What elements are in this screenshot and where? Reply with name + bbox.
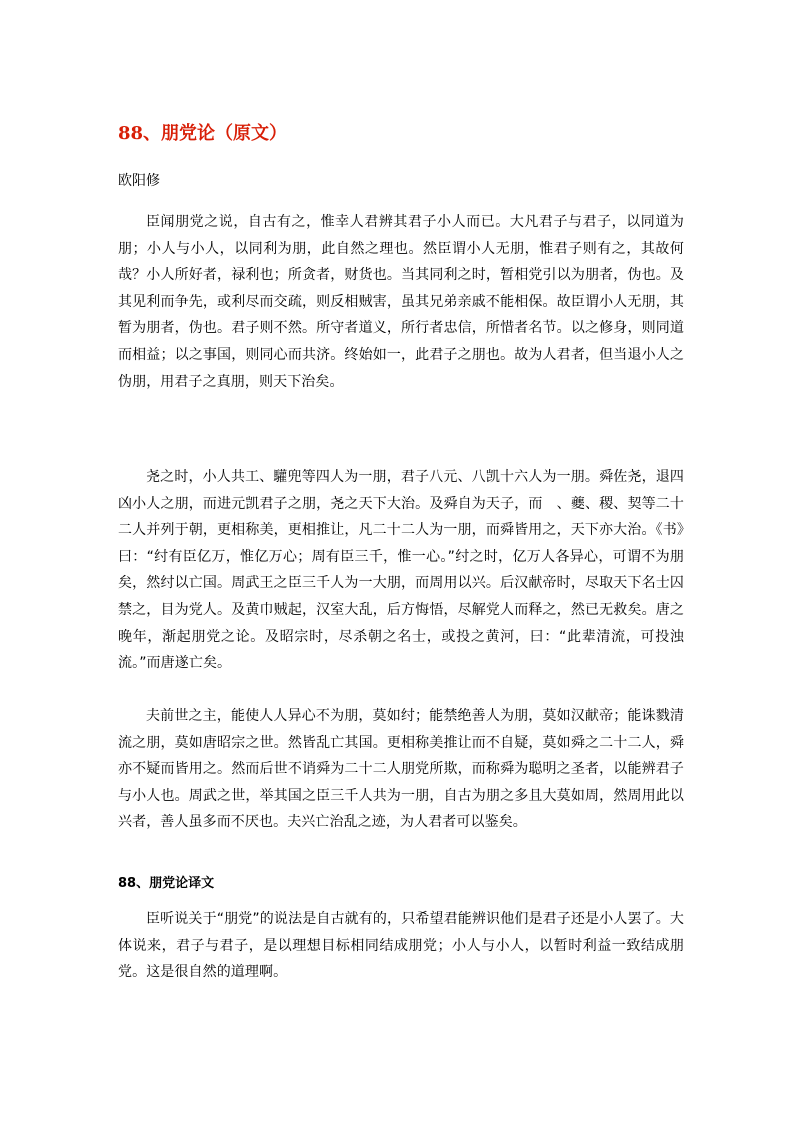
translation-paragraph-1: 臣听说关于“朋党”的说法是自古就有的，只希望君能辨识他们是君子还是小人罢了。大体说来，君子与君子，是以理想目标相同结成朋党；小人与小人，以暂时利益一致结成朋党。这是很自然的道理啊。 [118, 911, 684, 981]
author-name: 欧阳修 [118, 173, 160, 189]
original-paragraph-1: 臣闻朋党之说，自古有之，惟幸人君辨其君子小人而已。大凡君子与君子，以同道为朋；小人与小人，以同利为朋，此自然之理也。然臣谓小人无朋，惟君子则有之，其故何哉？小人所好者，禄利也；所贪者，财货也。当其同利之时，暂相党引以为朋者，伪也。及其见利而争先，或利尽而交疏，则反相贼害，虽其兄弟亲戚不能相保。故臣谓小人无朋，其暂为朋者，伪也。君子则不然。所守者道义，所行者忠信，所惜者名节。以之修身，则同道而相益；以之事国，则同心而共济。终始如一，此君子之朋也。故为人君者，但当退小人之伪朋，用君子之真朋，则天下治矣。 [118, 214, 684, 390]
original-paragraph-3: 夫前世之主，能使人人异心不为朋，莫如纣；能禁绝善人为朋，莫如汉献帝；能诛戮清流之朋，莫如唐昭宗之世。然皆乱亡其国。更相称美推让而不自疑，莫如舜之二十二人，舜亦不疑而皆用之。然而后世不诮舜为二十二人朋党所欺，而称舜为聪明之圣者，以能辨君子与小人也。周武之世，举其国之臣三千人共为一朋，自古为朋之多且大莫如周，然周用此以兴者，善人虽多而不厌也。夫兴亡治乱之迹，为人君者可以鉴矣。 [118, 708, 684, 831]
original-paragraph-2: 尧之时，小人共工、驩兜等四人为一朋，君子八元、八凯十六人为一朋。舜佐尧，退四凶小人之朋，而进元凯君子之朋，尧之天下大治。及舜自为天子，而 、夔、稷、契等二十二人并列于朝，更相称美，更相推让，凡二十二人为一朋，而舜皆用之，天下亦大治。《书》曰：“纣有臣亿万，惟亿万心；周有臣三千，惟一心。”纣之时，亿万人各异心，可谓不为朋矣，然纣以亡国。周武王之臣三千人为一大朋，而周用以兴。后汉献帝时，尽取天下名士囚禁之，目为党人。及黄巾贼起，汉室大乱，后方悔悟，尽解党人而释之，然已无救矣。唐之晚年，渐起朋党之论。及昭宗时，尽杀朝之名士，或投之黄河，曰：“此辈清流，可投浊流。”而唐遂亡矣。 [118, 469, 684, 672]
document-title: 88、朋党论（原文） [118, 123, 288, 144]
translation-heading: 88、朋党论译文 [118, 876, 215, 891]
